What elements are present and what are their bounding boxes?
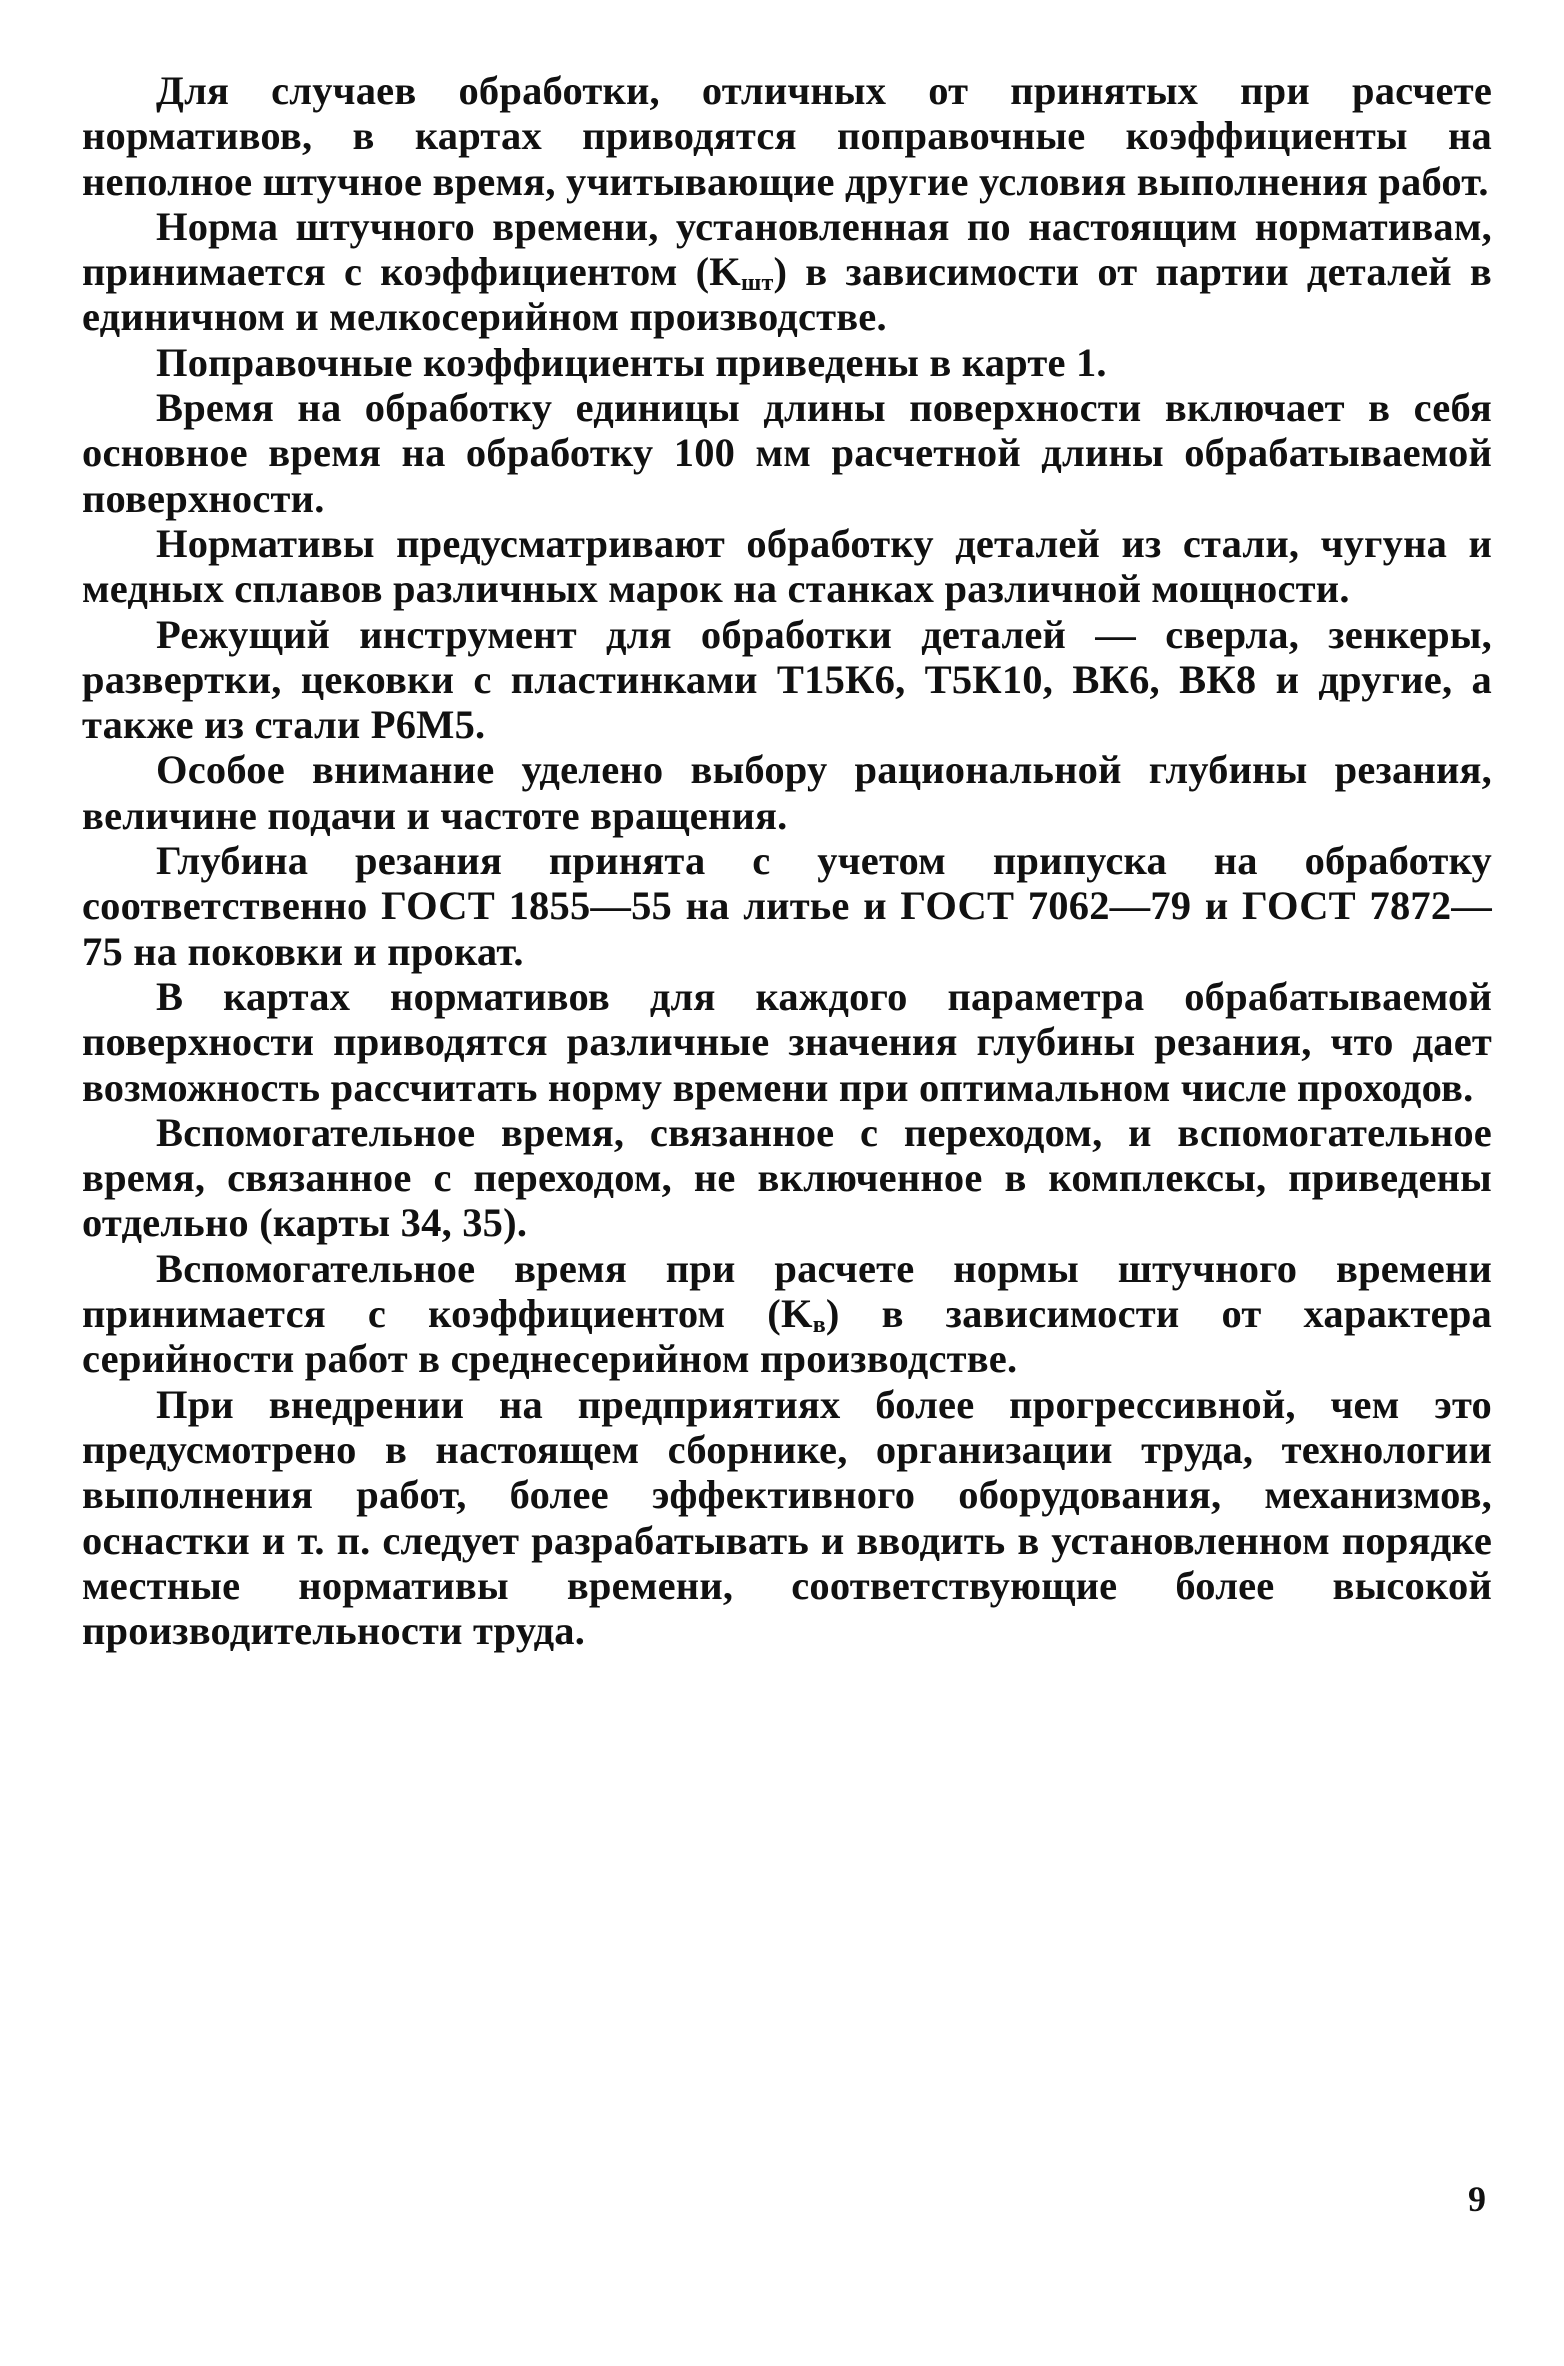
paragraph-5: Нормативы предусматривают обработку деталей из стали, чугуна и медных сплавов различных марок на станках различной мощности. — [82, 520, 1492, 612]
paragraph-2-text-rest: ) в зависимости от партии деталей в единичном и мелкосерийном производстве. — [82, 249, 1492, 340]
paragraph-11 — [82, 1246, 1492, 1382]
paragraph-12: При внедрении на предприятиях более прогрессивной, чем это предусмотрено в настоящем сборнике, организации труда, технологии выполнения работ, более эффективного оборудования, механизмов, оснастки и т. п. следует разрабатывать и вводить в установленном порядке местные нормативы времени, соответствующие более высокой производительности труда. — [82, 1381, 1492, 1654]
paragraph-1: Для случаев обработки, отличных от принятых при расчете нормативов, в картах приводятся поправочные коэффициенты на неполное штучное время, учитывающие другие условия выполнения работ. — [82, 68, 1492, 204]
page-number: 9 — [1468, 2179, 1486, 2219]
paragraph-8: Глубина резания принята с учетом припуска на обработку соответственно ГОСТ 1855—55 на литье и ГОСТ 7062—79 и ГОСТ 7872—75 на поковки и прокат. — [82, 838, 1492, 974]
paragraph-4: Время на обработку единицы длины поверхности включает в себя основное время на обработку 100 мм расчетной длины обрабатываемой поверхности. — [82, 385, 1492, 521]
coefficient-subscript: в — [812, 1312, 826, 1339]
paragraph-3: Поправочные коэффициенты приведены в карте 1. — [156, 339, 1107, 385]
paragraph-11-text-rest: ) в зависимости от характера серийности работ в среднесерийном производстве. — [82, 1291, 1492, 1382]
paragraph-11-text: Вспомогательное время при расчете нормы штучного времени принимается с коэффициентом (K — [82, 1245, 1492, 1337]
paragraph-6: Режущий инструмент для обработки деталей — сверла, зенкеры, развертки, цековки с пластинками Т15К6, Т5К10, ВК6, ВК8 и другие, а также из стали Р6М5. — [82, 611, 1492, 748]
paragraph-2 — [82, 204, 1492, 340]
body-text — [82, 68, 1492, 1653]
paragraph-2-text: Норма штучного времени, установленная по настоящим нормативам, принимается с коэффициентом (K — [82, 203, 1492, 295]
coefficient-subscript: шт — [741, 270, 774, 297]
paragraph-10: Вспомогательное время, связанное с переходом, и вспомогательное время, связанное с переходом, не включенное в комплексы, приведены отдельно (карты 34, 35). — [82, 1109, 1492, 1246]
paragraph-7: Особое внимание уделено выбору рациональной глубины резания, величине подачи и частоте вращения. — [82, 747, 1492, 838]
paragraph-9: В картах нормативов для каждого параметра обрабатываемой поверхности приводятся различные значения глубины резания, что дает возможность рассчитать норму времени при оптимальном числе проходов. — [82, 973, 1492, 1110]
